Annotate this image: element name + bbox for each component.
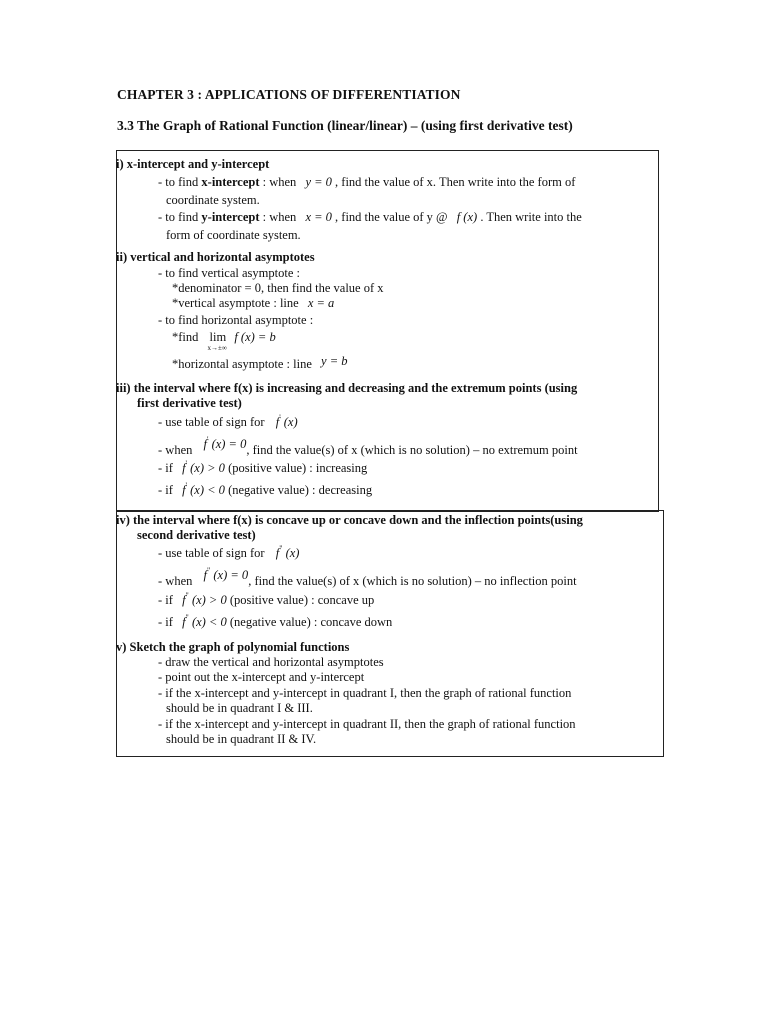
vertical-asymptote-eq: *vertical asymptote : line x = a bbox=[172, 296, 335, 310]
sketch-step-4-cont: should be in quadrant II & IV. bbox=[166, 732, 317, 746]
second-derivative-heading-cont: second derivative test) bbox=[137, 528, 256, 542]
x-intercept-cont: coordinate system. bbox=[166, 193, 260, 207]
x-intercept-line: - to find x-intercept : when y = 0 , find the value of x. Then write into the form of bbox=[158, 175, 576, 189]
limit-line: *find lim x→±∞ f (x) = b bbox=[172, 330, 276, 352]
vertical-asymptote-line: - to find vertical asymptote : bbox=[158, 266, 300, 280]
chapter-title: CHAPTER 3 : APPLICATIONS OF DIFFERENTIATION bbox=[117, 87, 461, 102]
concave-down-line: - if f" (x) < 0 (negative value) : concave down bbox=[158, 613, 393, 629]
inflection-line: - when f" (x) = 0, find the value(s) of x (which is no solution) – no inflection point bbox=[158, 566, 577, 588]
decreasing-line: - if f' (x) < 0 (negative value) : decreasing bbox=[158, 481, 373, 497]
second-sign-table-line: - use table of sign for f" (x) bbox=[158, 544, 300, 560]
first-derivative-heading: iii) the interval where f(x) is increasing and decreasing and the extremum points (using bbox=[116, 381, 578, 395]
sketch-step-4: - if the x-intercept and y-intercept in quadrant II, then the graph of rational function bbox=[158, 717, 576, 731]
second-derivative-heading: iv) the interval where f(x) is concave up or concave down and the inflection points(using bbox=[116, 513, 583, 527]
denominator-line: *denominator = 0, then find the value of x bbox=[172, 281, 384, 295]
sketch-step-3: - if the x-intercept and y-intercept in quadrant I, then the graph of rational function bbox=[158, 686, 572, 700]
sign-table-line: - use table of sign for f' (x) bbox=[158, 413, 298, 429]
y-equals-zero: y = 0 bbox=[305, 175, 332, 189]
horizontal-asymptote-line: - to find horizontal asymptote : bbox=[158, 313, 314, 327]
sketch-step-2: - point out the x-intercept and y-intercept bbox=[158, 670, 365, 684]
sketch-step-1: - draw the vertical and horizontal asymptotes bbox=[158, 655, 384, 669]
y-intercept-line: - to find y-intercept : when x = 0 , find the value of y @ f (x) . Then write into the bbox=[158, 210, 582, 224]
y-intercept-cont: form of coordinate system. bbox=[166, 228, 301, 242]
horizontal-asymptote-eq: *horizontal asymptote : line y = b bbox=[172, 354, 348, 371]
sketch-heading: v) Sketch the graph of polynomial functions bbox=[116, 640, 350, 654]
stationary-line: - when f' (x) = 0, find the value(s) of x (which is no solution) – no extremum point bbox=[158, 435, 578, 457]
intercept-heading: i) x-intercept and y-intercept bbox=[116, 157, 270, 171]
x-equals-zero: x = 0 bbox=[305, 210, 332, 224]
first-derivative-heading-cont: first derivative test) bbox=[137, 396, 242, 410]
section-title: 3.3 The Graph of Rational Function (linear/linear) – (using first derivative test) bbox=[117, 118, 573, 133]
increasing-line: - if f' (x) > 0 (positive value) : increasing bbox=[158, 459, 368, 475]
sketch-step-3-cont: should be in quadrant I & III. bbox=[166, 701, 313, 715]
f-of-x: f (x) bbox=[456, 210, 478, 224]
concave-up-line: - if f" (x) > 0 (positive value) : concave up bbox=[158, 591, 375, 607]
asymptotes-heading: ii) vertical and horizontal asymptotes bbox=[116, 250, 315, 264]
